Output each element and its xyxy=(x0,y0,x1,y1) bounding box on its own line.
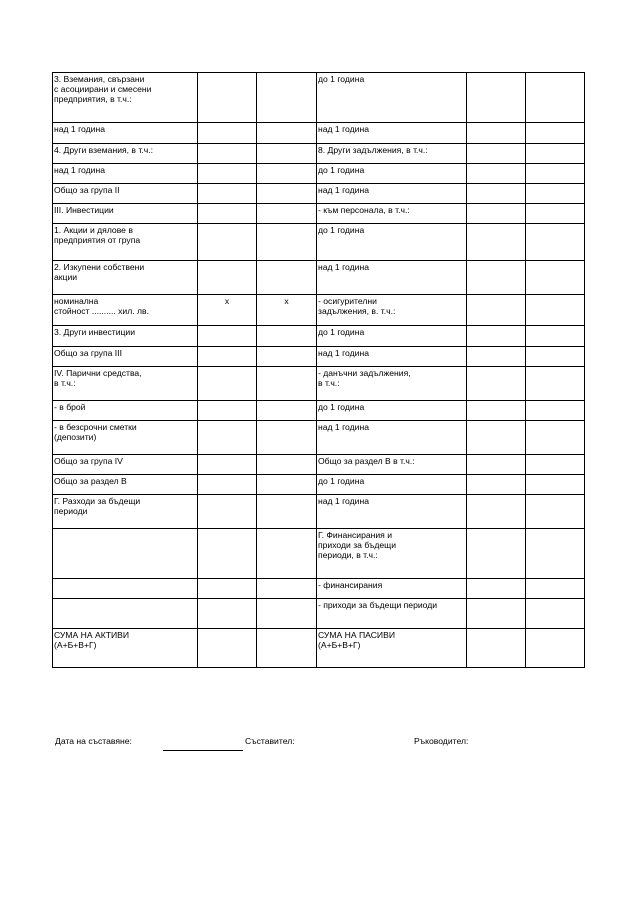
liability-label-cell: до 1 година xyxy=(317,401,467,421)
liability-value-cell xyxy=(467,164,526,184)
asset-value-cell xyxy=(198,204,257,224)
liability-label-cell: над 1 година xyxy=(317,421,467,455)
liability-label-cell: - към персонала, в т.ч.: xyxy=(317,204,467,224)
table-row xyxy=(53,184,585,204)
asset-value-cell xyxy=(257,164,317,184)
liability-value-cell xyxy=(526,367,585,401)
liability-value-cell xyxy=(526,164,585,184)
asset-label-cell: 1. Акции и дялове в предприятия от група xyxy=(53,224,198,261)
asset-value-cell xyxy=(198,261,257,295)
liability-value-cell xyxy=(467,475,526,495)
asset-label-cell: СУМА НА АКТИВИ (А+Б+В+Г) xyxy=(53,629,198,668)
liability-value-cell xyxy=(526,144,585,164)
asset-label-cell: - в безсрочни сметки (депозити) xyxy=(53,421,198,455)
liability-value-cell xyxy=(526,495,585,529)
asset-value-cell xyxy=(198,123,257,144)
asset-value-cell xyxy=(198,579,257,599)
asset-value-cell xyxy=(257,495,317,529)
asset-value-cell xyxy=(257,421,317,455)
liability-value-cell xyxy=(467,629,526,668)
liability-label-cell: над 1 година xyxy=(317,495,467,529)
liability-label-cell: - финансирания xyxy=(317,579,467,599)
asset-value-cell xyxy=(257,599,317,629)
asset-label-cell: Общо за група IV xyxy=(53,455,198,475)
liability-value-cell xyxy=(467,73,526,123)
asset-value-cell xyxy=(198,455,257,475)
asset-value-cell xyxy=(198,144,257,164)
table-row xyxy=(53,579,585,599)
asset-label-cell: IV. Парични средства, в т.ч.: xyxy=(53,367,198,401)
table-row xyxy=(53,295,585,326)
asset-label-cell: Общо за група III xyxy=(53,347,198,367)
table-row xyxy=(53,599,585,629)
liability-value-cell xyxy=(526,475,585,495)
liability-label-cell: Г. Финансирания и приходи за бъдещи периоди, в т.ч.: xyxy=(317,529,467,579)
liability-value-cell xyxy=(526,261,585,295)
liability-value-cell xyxy=(526,224,585,261)
asset-value-cell xyxy=(198,164,257,184)
asset-label-cell: Общо за група II xyxy=(53,184,198,204)
liability-value-cell xyxy=(526,204,585,224)
liability-label-cell: СУМА НА ПАСИВИ (А+Б+В+Г) xyxy=(317,629,467,668)
asset-value-cell xyxy=(198,475,257,495)
balance-sheet-body xyxy=(53,73,585,668)
asset-label-cell xyxy=(53,529,198,579)
liability-label-cell: - данъчни задължения, в т.ч.: xyxy=(317,367,467,401)
table-row xyxy=(53,224,585,261)
asset-value-cell xyxy=(198,629,257,668)
liability-value-cell xyxy=(467,367,526,401)
date-label: Дата на съставяне: xyxy=(55,736,132,746)
asset-value-cell: x xyxy=(257,295,317,326)
asset-label-cell: над 1 година xyxy=(53,164,198,184)
asset-value-cell xyxy=(198,529,257,579)
liability-label-cell: до 1 година xyxy=(317,73,467,123)
asset-value-cell xyxy=(257,529,317,579)
table-row xyxy=(53,367,585,401)
liability-label-cell: 8. Други задължения, в т.ч.: xyxy=(317,144,467,164)
table-row xyxy=(53,401,585,421)
liability-value-cell xyxy=(526,347,585,367)
asset-label-cell: III. Инвестиции xyxy=(53,204,198,224)
liability-value-cell xyxy=(467,123,526,144)
liability-value-cell xyxy=(467,421,526,455)
manager-label: Ръководител: xyxy=(414,736,469,746)
asset-value-cell xyxy=(198,401,257,421)
liability-label-cell: - осигурителни задължения, в. т.ч.: xyxy=(317,295,467,326)
liability-value-cell xyxy=(467,224,526,261)
liability-value-cell xyxy=(526,529,585,579)
asset-value-cell xyxy=(257,579,317,599)
liability-value-cell xyxy=(526,184,585,204)
table-row xyxy=(53,529,585,579)
asset-value-cell xyxy=(198,599,257,629)
liability-label-cell: до 1 година xyxy=(317,475,467,495)
table-row xyxy=(53,144,585,164)
asset-label-cell: над 1 година xyxy=(53,123,198,144)
asset-value-cell xyxy=(198,326,257,347)
asset-value-cell xyxy=(198,184,257,204)
asset-value-cell xyxy=(257,184,317,204)
liability-value-cell xyxy=(467,184,526,204)
liability-label-cell: над 1 година xyxy=(317,261,467,295)
liability-label-cell: - приходи за бъдещи периоди xyxy=(317,599,467,629)
liability-label-cell: над 1 година xyxy=(317,184,467,204)
liability-label-cell: над 1 година xyxy=(317,347,467,367)
liability-value-cell xyxy=(467,347,526,367)
asset-value-cell xyxy=(257,401,317,421)
table-row xyxy=(53,629,585,668)
asset-value-cell xyxy=(257,326,317,347)
table-row xyxy=(53,495,585,529)
asset-label-cell: номинална стойност .......... хил. лв. xyxy=(53,295,198,326)
asset-value-cell xyxy=(257,123,317,144)
asset-value-cell xyxy=(257,144,317,164)
table-row xyxy=(53,261,585,295)
liability-value-cell xyxy=(526,629,585,668)
asset-value-cell xyxy=(257,261,317,295)
liability-label-cell: до 1 година xyxy=(317,224,467,261)
asset-label-cell: 2. Изкупени собствени акции xyxy=(53,261,198,295)
asset-value-cell xyxy=(257,629,317,668)
asset-value-cell xyxy=(257,367,317,401)
asset-value-cell xyxy=(198,224,257,261)
liability-value-cell xyxy=(467,579,526,599)
asset-value-cell xyxy=(198,73,257,123)
asset-label-cell: 4. Други вземания, в т.ч.: xyxy=(53,144,198,164)
asset-value-cell xyxy=(257,475,317,495)
table-row xyxy=(53,347,585,367)
liability-value-cell xyxy=(526,401,585,421)
compiler-label: Съставител: xyxy=(245,736,295,746)
asset-label-cell: 3. Вземания, свързани с асоциирани и смесени предприятия, в т.ч.: xyxy=(53,73,198,123)
liability-value-cell xyxy=(526,295,585,326)
liability-value-cell xyxy=(467,401,526,421)
liability-value-cell xyxy=(467,204,526,224)
asset-value-cell xyxy=(257,204,317,224)
asset-label-cell xyxy=(53,579,198,599)
liability-value-cell xyxy=(467,295,526,326)
asset-value-cell xyxy=(198,421,257,455)
table-row xyxy=(53,164,585,184)
liability-value-cell xyxy=(467,495,526,529)
asset-label-cell xyxy=(53,599,198,629)
liability-value-cell xyxy=(526,455,585,475)
asset-value-cell xyxy=(198,347,257,367)
liability-label-cell: до 1 година xyxy=(317,326,467,347)
liability-value-cell xyxy=(526,123,585,144)
asset-value-cell xyxy=(257,455,317,475)
date-signature-line xyxy=(163,750,243,751)
liability-value-cell xyxy=(526,579,585,599)
asset-value-cell: x xyxy=(198,295,257,326)
table-row xyxy=(53,73,585,123)
asset-label-cell: Общо за раздел В xyxy=(53,475,198,495)
balance-sheet-table xyxy=(52,72,585,668)
liability-value-cell xyxy=(467,455,526,475)
asset-label-cell: Г. Разходи за бъдещи периоди xyxy=(53,495,198,529)
asset-value-cell xyxy=(257,73,317,123)
asset-value-cell xyxy=(257,224,317,261)
liability-value-cell xyxy=(467,599,526,629)
asset-label-cell: 3. Други инвестиции xyxy=(53,326,198,347)
table-row xyxy=(53,123,585,144)
liability-value-cell xyxy=(526,599,585,629)
liability-value-cell xyxy=(526,326,585,347)
asset-value-cell xyxy=(198,367,257,401)
asset-value-cell xyxy=(257,347,317,367)
liability-label-cell: до 1 година xyxy=(317,164,467,184)
asset-value-cell xyxy=(198,495,257,529)
liability-value-cell xyxy=(526,421,585,455)
liability-label-cell: над 1 година xyxy=(317,123,467,144)
table-row xyxy=(53,326,585,347)
liability-value-cell xyxy=(467,144,526,164)
table-row xyxy=(53,204,585,224)
liability-value-cell xyxy=(467,529,526,579)
liability-value-cell xyxy=(526,73,585,123)
liability-value-cell xyxy=(467,326,526,347)
table-row xyxy=(53,455,585,475)
table-row xyxy=(53,475,585,495)
liability-label-cell: Общо за раздел В в т.ч.: xyxy=(317,455,467,475)
liability-value-cell xyxy=(467,261,526,295)
table-row xyxy=(53,421,585,455)
asset-label-cell: - в брой xyxy=(53,401,198,421)
